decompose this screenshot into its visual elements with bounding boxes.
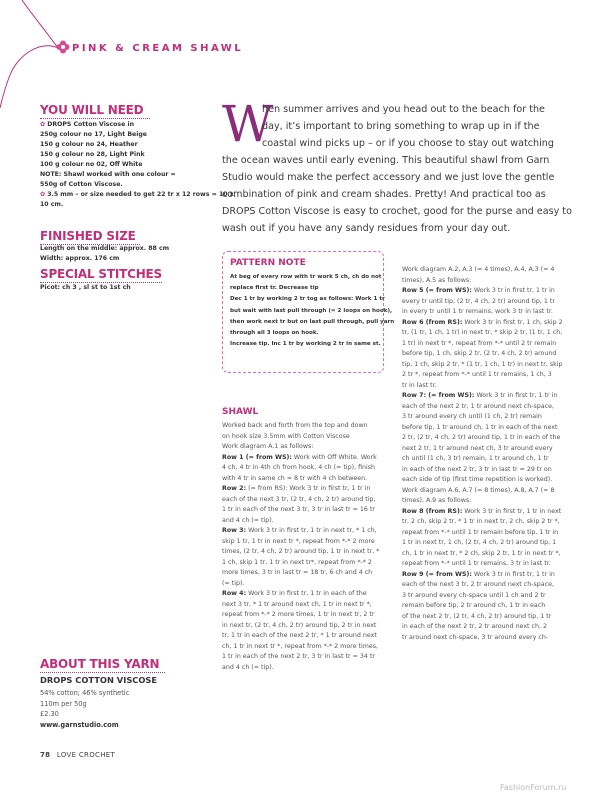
yarn-name: DROPS COTTON VISCOSE	[40, 675, 158, 685]
pattern-note-line: At beg of every row with tr work 5 ch, ch do not	[230, 274, 382, 280]
instruction-line: ch, 1 tr in next tr *, repeat from *-* 2 more times,	[222, 642, 379, 650]
materials-line: NOTE: Shawl worked with one colour =	[40, 171, 176, 178]
instruction-line: Worked back and forth from the top and down	[222, 422, 368, 429]
pattern-note-line: Dec 1 tr by working 2 tr tog as follows: Work 1 tr	[230, 296, 385, 303]
instruction-line: repeat from *-* 2 more times, 1 tr in next tr, 2 tr	[222, 611, 375, 618]
materials-line: ✿ DROPS Cotton Viscose in	[40, 121, 134, 128]
instruction-line: in next tr, (2 tr, 4 ch, 2 tr) around tip, 2 tr in next	[222, 621, 377, 629]
drop-cap: W	[222, 95, 274, 153]
instruction-line: (= tip).	[222, 579, 245, 587]
instruction-line: skip 1 tr, 1 tr in next tr *, repeat from *-* 2 more	[222, 537, 375, 545]
instruction-line: tip, 1 ch, skip 2 tr, * (1 tr, 1 ch, 1 tr) in next tr, skip	[402, 360, 563, 368]
shawl-instructions	[222, 421, 379, 673]
pattern-note-title: PATTERN NOTE	[230, 258, 306, 268]
intro-line: coastal wind picks up – or if you choose to stay out watching	[262, 138, 554, 149]
instruction-line: tr in last tr.	[402, 381, 437, 389]
instruction-line: Row 2: (= from RS): Work 3 tr in first tr, 1 tr in	[222, 485, 371, 492]
instruction-line: repeat from *-* until 1 tr remain before tip, 1 tr in	[402, 528, 559, 536]
instruction-line: Row 3: Work 3 tr in first tr, 1 tr in next tr, * 1 ch,	[222, 527, 377, 534]
instruction-line: remain before tip, 2 tr around ch, 1 tr in each	[402, 602, 546, 609]
yarn-details: 54% cotton; 46% synthetic 110m per 50g £2.30 www.garnstudio.com	[40, 689, 130, 729]
instruction-line: and 4 ch (= tip).	[222, 663, 274, 671]
pattern-note-box	[222, 251, 395, 373]
intro-line: wash out if you have any sandy residues from your day out.	[222, 223, 511, 234]
instruction-line: Work diagram A.6, A.7 (= 8 times), A.8, A.7 (= 8	[402, 486, 555, 494]
instruction-line: Row 8 (from RS): Work 3 tr in first tr, 1 tr in next	[402, 507, 562, 515]
instruction-line: Row 1 (= from WS): Work with Off White. Work	[222, 453, 377, 461]
instruction-line: 3 tr around every ch until (1 ch, 2 tr) remain	[402, 413, 542, 420]
page-number: 78	[40, 751, 51, 759]
instruction-line: next 2 tr, 1 tr around next ch, 3 tr around every	[402, 444, 553, 452]
instruction-line: in each of the next 2 tr, 3 tr in last tr = 29 tr on	[402, 465, 552, 473]
instruction-line: Row 6 (from RS): Work 3 tr in first tr, 1 ch, skip 2	[402, 318, 563, 326]
instruction-line: each side of tip (first time repetition is worked).	[402, 476, 553, 483]
pattern-note-line: but wait with last pull through (= 2 loops on hook),	[230, 307, 393, 314]
finished-size-heading: FINISHED SIZE	[40, 229, 140, 245]
pattern-note-line: then work next tr but on last pull through, pull yarn	[230, 318, 395, 325]
materials-line: 250g colour no 17, Light Beige	[40, 131, 147, 138]
instruction-line: repeat from *-* until 1 tr remains, 3 tr in last tr.	[402, 560, 551, 567]
materials-line: 10 cm.	[40, 201, 64, 208]
intro-line: the ocean waves until early evening. This beautiful shawl from Garn	[222, 155, 550, 166]
magazine-name: LOVE CROCHET	[56, 751, 116, 759]
page-title: PINK & CREAM SHAWL	[72, 43, 244, 54]
materials-line: ✿ 3.5 mm – or size needed to get 22 tr x 12 rows = 10 x	[40, 191, 234, 198]
instruction-line: 2 tr *, repeat from *-* until 1 tr remains, 1 ch, 3	[402, 371, 552, 378]
row-label: Row 6 (from RS):	[402, 318, 463, 326]
materials-list	[40, 120, 234, 210]
pattern-note-line: replace first tr. Decrease tip	[230, 285, 319, 292]
instruction-line: in each of the next 2 tr, 2 tr around next ch, 2	[402, 623, 547, 630]
instruction-line: before tip, 1 tr around ch, 1 tr in each of the next	[402, 423, 558, 431]
flower-bullet-icon: ✿	[40, 121, 46, 128]
row-label: Row 7: (= from WS):	[402, 392, 475, 399]
materials-line: 150 g colour no 24, Heather	[40, 141, 138, 148]
pattern-note-line: through all 3 loops on hook.	[230, 330, 319, 337]
intro-line: day, it’s important to bring something to wrap up in if the	[262, 121, 540, 132]
instruction-line: on hook size 3.5mm with Cotton Viscose	[222, 432, 350, 440]
instruction-line: 1 tr) in next tr *, repeat from *-* until 2 tr remain	[402, 339, 557, 347]
shawl-heading: SHAWL	[222, 407, 259, 417]
decorative-swirl	[0, 0, 130, 110]
pattern-note-text	[230, 272, 394, 350]
instruction-line: Work diagram A.2, A.3 (= 4 times), A.4, A.3 (= 4	[402, 266, 555, 273]
you-will-need-heading: YOU WILL NEED	[40, 103, 150, 119]
instruction-line: next 3 tr, * 1 tr around next ch, 1 tr in next tr *,	[222, 600, 372, 608]
instruction-line: with 4 tr in same ch = 8 tr with 4 ch between.	[222, 474, 368, 482]
instruction-line: before tip, 1 ch, skip 2 tr, (2 tr, 4 ch, 2 tr) around	[402, 350, 557, 357]
instruction-line: tr, (1 tr, 1 ch, 1 tr) in next tr, * skip 2 tr, (1 tr, 1 ch,	[402, 329, 563, 336]
instruction-line: Row 4: Work 3 tr in first tr, 1 tr in each of the	[222, 590, 367, 597]
instruction-line: 1 tr in each of the next 2 tr, 3 tr in last tr = 34 tr	[222, 653, 376, 660]
instruction-line: each of the next 2 tr, 1 tr around next ch-space,	[402, 402, 554, 410]
yarn-website: www.garnstudio.com	[40, 720, 119, 729]
instruction-line: each of the next 3 tr, (2 tr, 4 ch, 2 tr) around tip,	[222, 495, 376, 503]
instruction-line: ch until (1 ch, 3 tr) remain, 1 tr around ch, 1 tr	[402, 455, 549, 462]
row-label: Row 5 (= from WS):	[402, 287, 472, 294]
instruction-line: times), A.9 as follows:	[402, 497, 472, 504]
instruction-line: tr, 1 tr in each of the next 2 tr, * 1 tr around next	[222, 632, 377, 639]
instruction-line: tr, 2 ch, skip 2 tr, * 1 tr in next tr, 2 ch, skip 2 tr *,	[402, 518, 560, 525]
pattern-note-line: Increase tip. Inc 1 tr by working 2 tr in same st.	[230, 341, 381, 348]
row-label: Row 3:	[222, 527, 247, 534]
intro-line: Studio would make the perfect accessory and we just love the gentle	[222, 172, 555, 183]
special-stitches-heading: SPECIAL STITCHES	[40, 267, 162, 281]
instruction-line: Row 9 (= from WS): Work 3 tr in first tr, 1 tr in	[402, 570, 555, 578]
materials-line: 150 g colour no 28, Light Pink	[40, 151, 145, 158]
flower-bullet-icon: ✿	[40, 191, 46, 198]
instruction-line: 4 ch, 4 tr in 4th ch from hook, 4 ch (= tip), finish	[222, 464, 376, 471]
instruction-line: times), A.5 as follows:	[402, 276, 472, 284]
instruction-line: 1 tr in each of the next 3 tr, 3 tr in last tr = 16 tr	[222, 506, 376, 513]
instruction-line: 1 tr in next tr, 1 ch, (2 tr, 4 ch, 2 tr) around tip, 1	[402, 539, 557, 546]
instruction-line: times, (2 tr, 4 ch, 2 tr) around tip, 1 tr in next tr, *	[222, 548, 380, 555]
diagram-instructions	[402, 265, 563, 643]
row-label: Row 4:	[222, 590, 247, 597]
materials-line: 550g of Cotton Viscose.	[40, 181, 123, 188]
row-label: Row 9 (= from WS):	[402, 570, 472, 578]
instruction-line: Row 5 (= from WS): Work 3 tr in first tr, 1 tr in	[402, 287, 555, 294]
instruction-line: and 4 ch (= tip).	[222, 516, 274, 524]
special-stitches-text: Picot: ch 3 , sl st to 1st ch	[40, 284, 131, 291]
instruction-line: in every tr until 1 tr remains, work 3 tr in last tr.	[402, 308, 553, 315]
instruction-line: each of the next 3 tr, 2 tr around next ch-space,	[402, 581, 554, 588]
instruction-line: ch, 1 tr in next tr, * 2 ch, skip 2 tr, 1 tr in next tr *,	[402, 549, 561, 557]
instruction-line: tr around next ch-space, 3 tr around every ch-	[402, 633, 549, 641]
intro-line: hen summer arrives and you head out to the beach for the	[262, 104, 545, 115]
instruction-line: of the next 2 tr, (2 tr, 4 ch, 2 tr) around tip, 1 tr	[402, 612, 552, 620]
intro-line: combination of pink and cream shades. Pretty! And practical too as	[222, 189, 546, 200]
row-label: Row 1 (= from WS):	[222, 453, 292, 461]
instruction-line: 1 ch, skip 1 tr, 1 tr in next tr*, repeat from *-* 2	[222, 558, 372, 566]
intro-line: DROPS Cotton Viscose is easy to crochet, good for the purse and easy to	[222, 206, 572, 217]
row-label: Row 8 (from RS):	[402, 507, 463, 515]
materials-line: 100 g colour no 02, Off White	[40, 161, 143, 168]
instruction-line: 2 tr, (2 tr, 4 ch, 2 tr) around tip, 1 tr in each of the	[402, 434, 561, 441]
instruction-line: every tr until tip, (2 tr, 4 ch, 2 tr) around tip, 1 tr	[402, 297, 555, 305]
instruction-line: Work diagram A.1 as follows:	[222, 443, 314, 450]
finished-size-text: Length on the middle: approx. 88 cm Width: approx. 176 cm	[40, 245, 170, 262]
page-footer	[40, 751, 115, 759]
instruction-line: Row 7: (= from WS): Work 3 tr in first tr, 1 tr in	[402, 392, 558, 399]
watermark: FashionForum.ru	[500, 783, 567, 792]
instruction-line: 3 tr around every ch-space until 1 ch and 2 tr	[402, 591, 546, 599]
instruction-line: more times, 3 tr in last tr = 18 tr, 6 ch and 4 ch	[222, 569, 373, 576]
about-yarn-heading: ABOUT THIS YARN	[40, 657, 165, 673]
flower-icon	[56, 40, 70, 54]
row-label: Row 2:	[222, 485, 247, 492]
